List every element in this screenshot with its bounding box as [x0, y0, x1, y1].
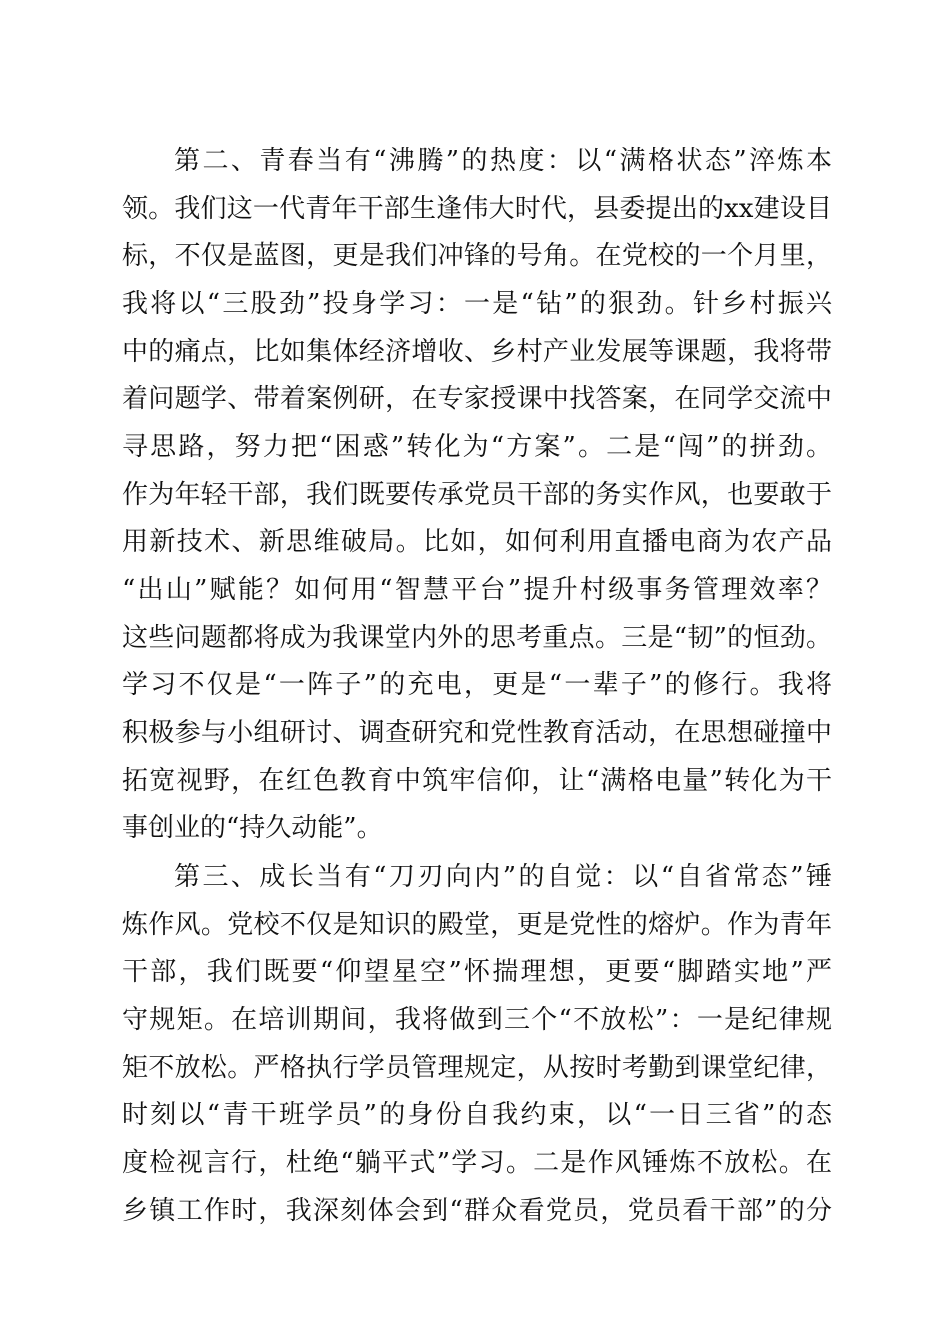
paragraph-2-line-3: 标，不仅是蓝图，更是我们冲锋的号角。在党校的一个月里，: [122, 241, 832, 271]
paragraph-3-line-3: 干部，我们既要“仰望星空”怀揣理想，更要“脚踏实地”严: [122, 957, 832, 987]
paragraph-2-line-13: 积极参与小组研讨、调查研究和党性教育活动，在思想碰撞中: [122, 718, 832, 748]
paragraph-2-line-6: 着问题学、带着案例研，在专家授课中找答案，在同学交流中: [122, 384, 832, 414]
paragraph-2-line-1: 第二、青春当有“沸腾”的热度：以“满格状态”淬炼本: [174, 146, 832, 176]
paragraph-2-line-7: 寻思路，努力把“困惑”转化为“方案”。二是“闯”的拼劲。: [122, 432, 832, 462]
paragraph-3-line-4: 守规矩。在培训期间，我将做到三个“不放松”：一是纪律规: [122, 1005, 832, 1035]
paragraph-2-line-8: 作为年轻干部，我们既要传承党员干部的务实作风，也要敢于: [122, 480, 832, 510]
paragraph-3-line-6: 时刻以“青干班学员”的身份自我约束，以“一日三省”的态: [122, 1100, 832, 1130]
paragraph-3-line-2: 炼作风。党校不仅是知识的殿堂，更是党性的熔炉。作为青年: [122, 910, 832, 940]
paragraph-2-line-10: “出山”赋能？如何用“智慧平台”提升村级事务管理效率？: [122, 575, 832, 605]
paragraph-2-line-11: 这些问题都将成为我课堂内外的思考重点。三是“韧”的恒劲。: [122, 623, 832, 653]
paragraph-2-line-5: 中的痛点，比如集体经济增收、乡村产业发展等课题，我将带: [122, 337, 832, 367]
paragraph-3-line-5: 矩不放松。严格执行学员管理规定，从按时考勤到课堂纪律，: [122, 1053, 832, 1083]
paragraph-3-line-7: 度检视言行，杜绝“躺平式”学习。二是作风锤炼不放松。在: [122, 1148, 832, 1178]
paragraph-2-line-15: 事创业的“持久动能”。: [122, 813, 383, 843]
paragraph-2-line-9: 用新技术、新思维破局。比如，如何利用直播电商为农产品: [122, 527, 832, 557]
paragraph-2-line-4: 我将以“三股劲”投身学习：一是“钻”的狠劲。针乡村振兴: [122, 289, 832, 319]
paragraph-2-line-2: 领。我们这一代青年干部生逢伟大时代，县委提出的xx建设目: [122, 194, 832, 224]
paragraph-3-line-1: 第三、成长当有“刀刃向内”的自觉：以“自省常态”锤: [174, 862, 832, 892]
paragraph-2-line-12: 学习不仅是“一阵子”的充电，更是“一辈子”的修行。我将: [122, 670, 832, 700]
paragraph-3-line-8: 乡镇工作时，我深刻体会到“群众看党员，党员看干部”的分: [122, 1196, 832, 1226]
paragraph-2-line-14: 拓宽视野，在红色教育中筑牢信仰，让“满格电量”转化为干: [122, 766, 832, 796]
